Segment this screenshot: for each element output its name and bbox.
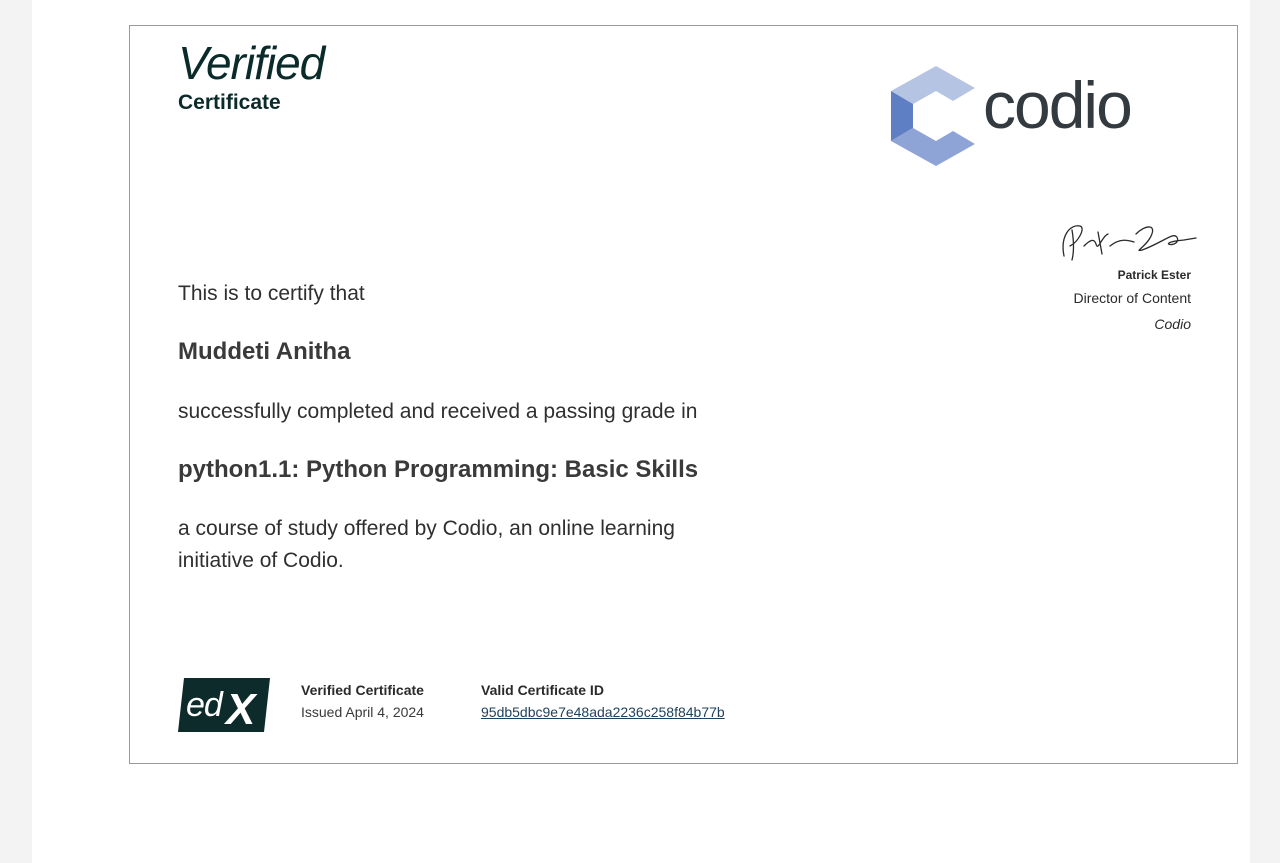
completion-statement: successfully completed and received a passing grade in (178, 400, 698, 423)
verified-heading: Verified (178, 37, 325, 89)
codio-logo (891, 66, 1161, 166)
certificate-subheading: Certificate (178, 91, 281, 114)
codio-cube-icon (891, 66, 981, 166)
cert-id-link[interactable]: 95db5dbc9e7e48ada2236c258f84b77b (481, 704, 725, 720)
edx-logo (178, 678, 270, 732)
course-title: python1.1: Python Programming: Basic Skills (178, 456, 699, 483)
cert-id-label: Valid Certificate ID (481, 682, 604, 698)
svg-text:X: X (226, 685, 256, 732)
signatory-name: Patrick Ester (1117, 268, 1191, 282)
signature-image (1050, 216, 1198, 268)
svg-text:ed: ed (186, 686, 222, 724)
offering-line-2: initiative of Codio. (178, 549, 344, 572)
offering-statement (178, 513, 778, 577)
issue-date: Issued April 4, 2024 (301, 704, 424, 720)
certificate (129, 25, 1238, 764)
offering-line-1: a course of study offered by Codio, an online learning (178, 517, 675, 540)
page (32, 0, 1250, 863)
recipient-name: Muddeti Anitha (178, 338, 351, 365)
signatory-organization: Codio (1154, 316, 1191, 332)
cert-type-label: Verified Certificate (301, 682, 424, 698)
signatory-title: Director of Content (1073, 290, 1191, 306)
codio-wordmark: codio (983, 68, 1131, 142)
certify-intro: This is to certify that (178, 282, 365, 305)
